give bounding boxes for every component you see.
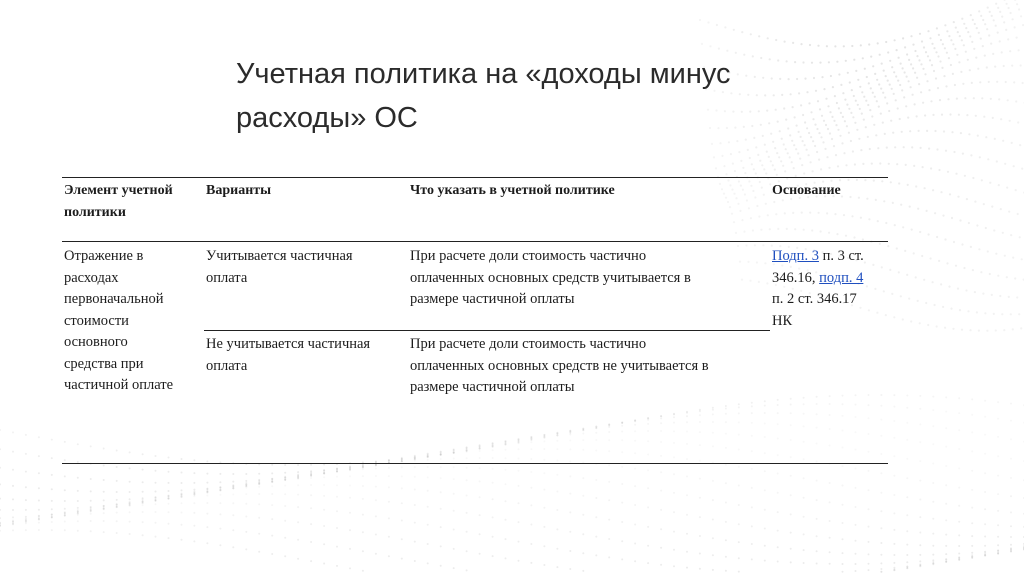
- element-cell: Отражение в расходах первоначальной стоимости основного средства при частичной оплате: [64, 248, 174, 393]
- row1-variant: Учитывается частичная оплата: [206, 248, 353, 286]
- header-element: Элемент учетной политики: [64, 183, 173, 220]
- title-line-2: расходы» ОС: [236, 102, 418, 134]
- header-variants: Варианты: [206, 183, 272, 198]
- row2-variant: Не учитывается частичная оплата: [206, 336, 371, 374]
- row-divider-rule: [204, 330, 770, 331]
- table-bottom-rule: [62, 463, 888, 464]
- table-top-rule: [62, 177, 888, 178]
- header-bottom-rule: [62, 241, 888, 242]
- row1-what: При расчете доли стоимость частично оплаченных основных средств учитывается в размере частичной оплаты: [410, 248, 691, 307]
- basis-cell: Подп. 3 п. 3 ст. 346.16, подп. 4 п. 2 ст. 346.17 НК: [772, 248, 864, 329]
- slide-title: [236, 52, 876, 140]
- link-subparagraph-4[interactable]: подп. 4: [819, 269, 864, 286]
- header-what-to-specify: Что указать в учетной политике: [410, 183, 615, 198]
- row2-what: При расчете доли стоимость частично оплаченных основных средств не учитывается в размере частичной оплаты: [410, 336, 709, 395]
- link-subparagraph-3[interactable]: Подп. 3: [772, 248, 819, 264]
- header-basis: Основание: [772, 183, 841, 198]
- title-line-1: Учетная политика на «доходы минус: [236, 58, 731, 90]
